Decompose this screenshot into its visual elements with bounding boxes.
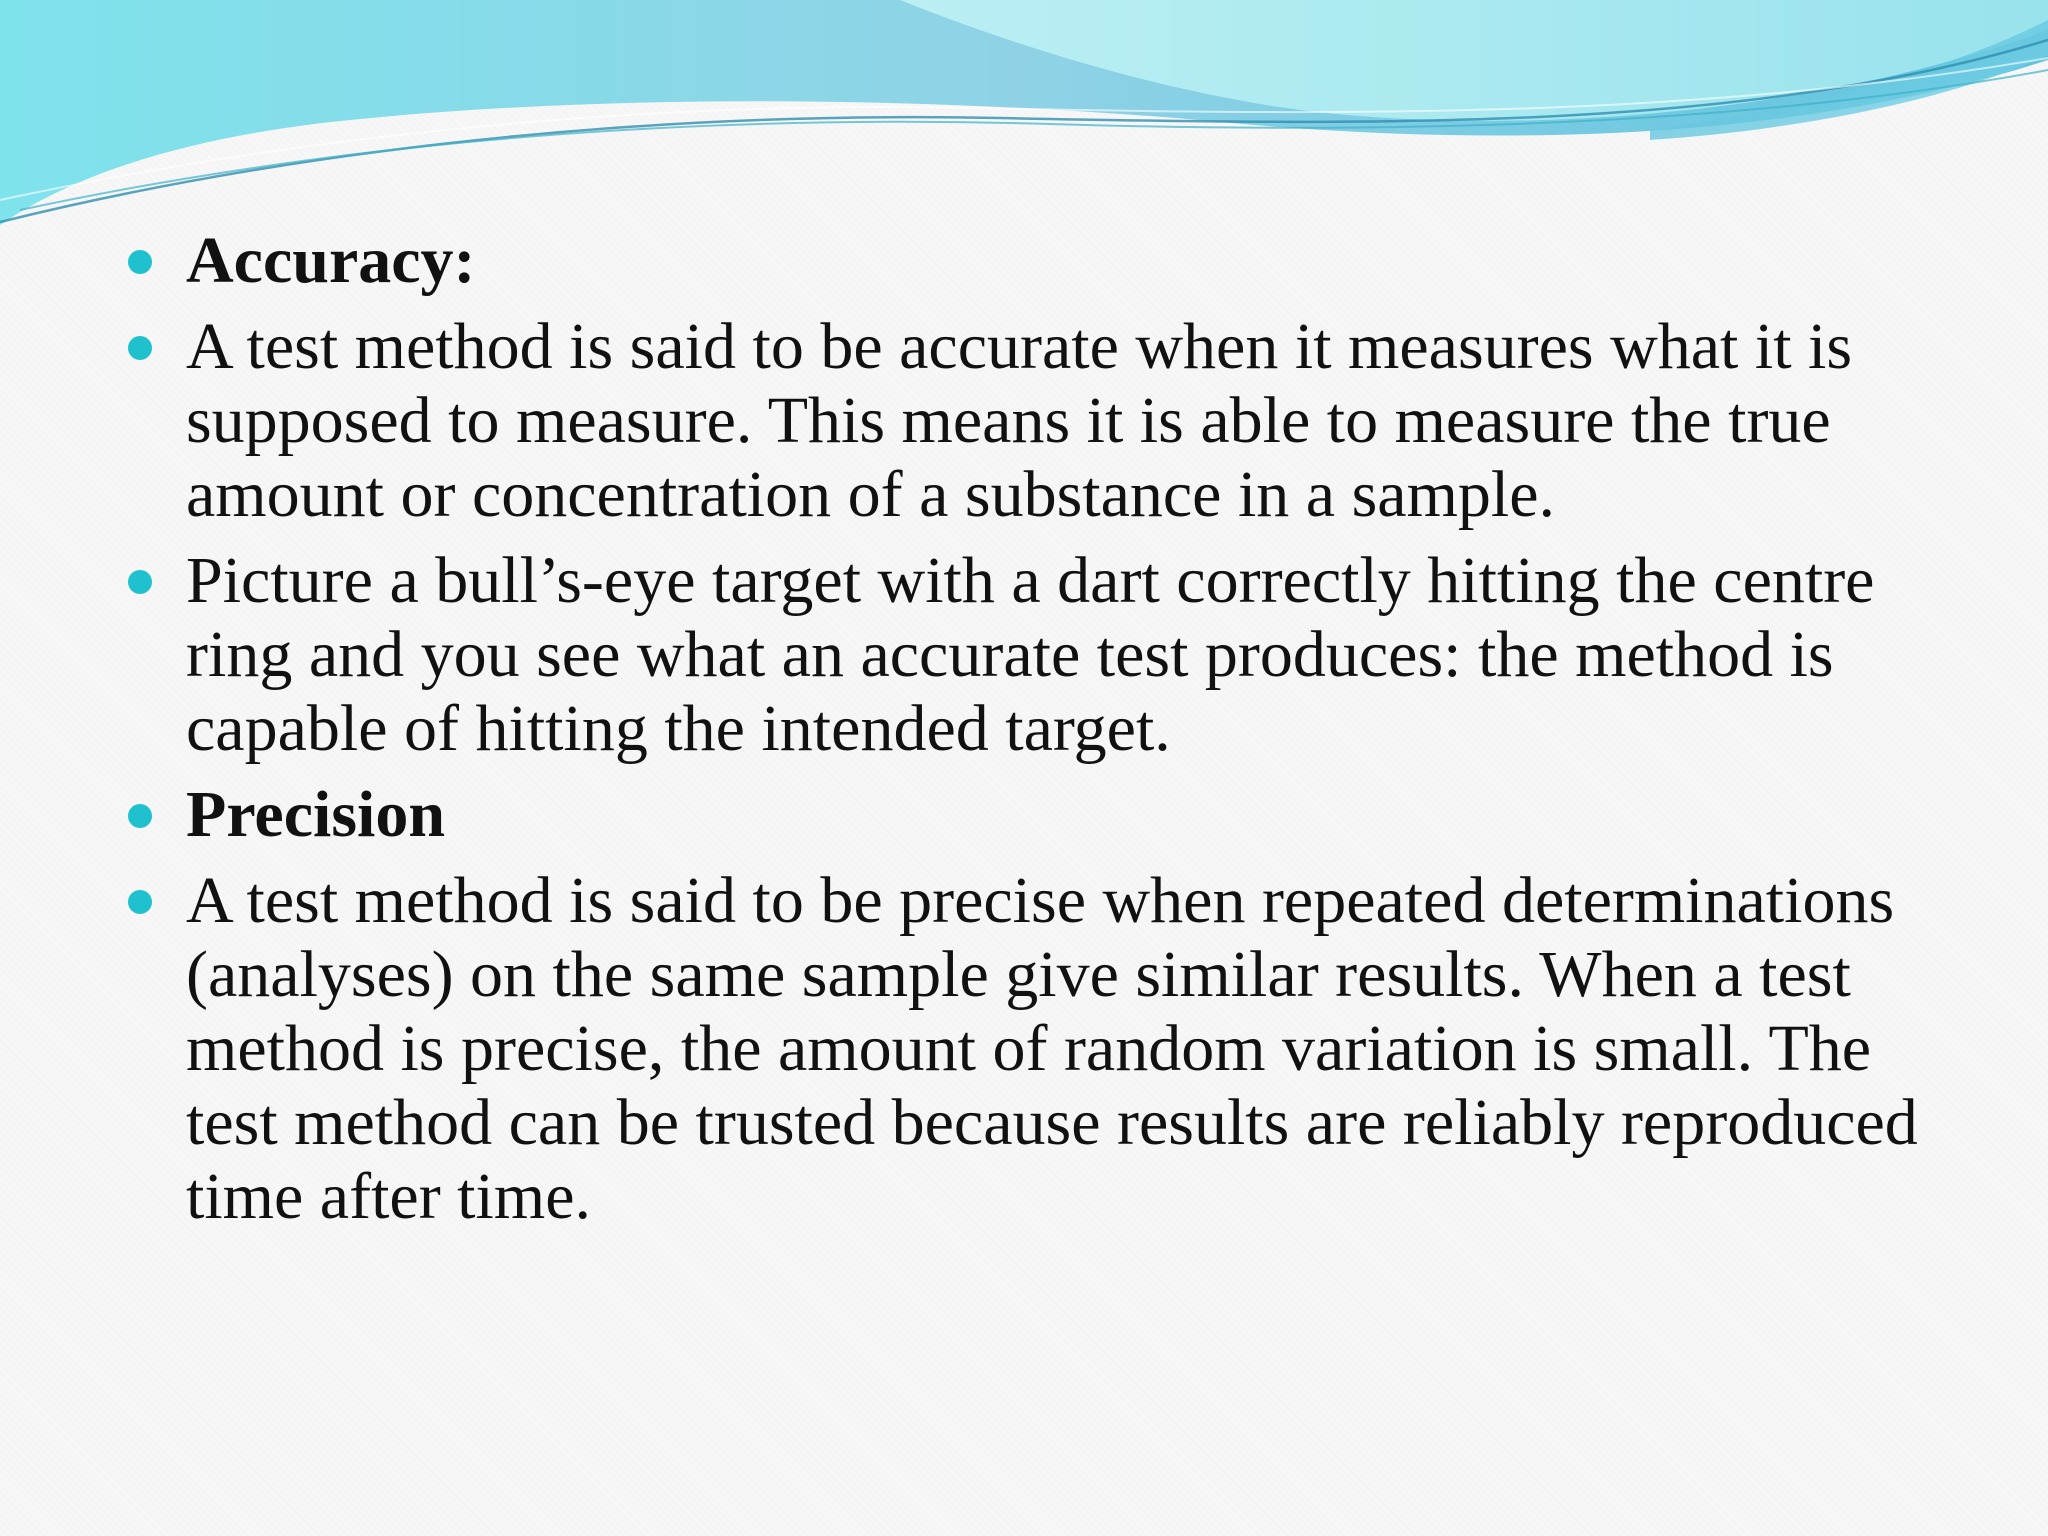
decorative-wave-banner bbox=[0, 0, 2048, 240]
bullet-dot-icon bbox=[128, 250, 152, 274]
bullet-text: Picture a bull’s-eye target with a dart correctly hitting the centre ring and you see what an accurate test produces: the method is capable of hitting the intended target. bbox=[186, 544, 1875, 765]
bullet-dot-icon bbox=[128, 570, 152, 594]
bullet-accuracy-definition bbox=[128, 310, 1928, 532]
bullet-dot-icon bbox=[128, 804, 152, 828]
bullet-text: Precision bbox=[186, 778, 446, 851]
bullet-text: A test method is said to be accurate when it measures what it is supposed to measure. This means it is able to measure the true amount or concentration of a substance in a sample. bbox=[186, 310, 1853, 531]
bullet-heading-precision bbox=[128, 778, 1928, 852]
bullet-bullseye-analogy bbox=[128, 544, 1928, 766]
bullet-list bbox=[128, 224, 1928, 1246]
bullet-text: A test method is said to be precise when repeated determinations (analyses) on the same sample give similar results. When a test method is precise, the amount of random variation is small. The test method can be trusted because results are reliably reproduced time after time. bbox=[186, 864, 1918, 1233]
bullet-text: Accuracy: bbox=[186, 224, 476, 297]
bullet-heading-accuracy bbox=[128, 224, 1928, 298]
bullet-dot-icon bbox=[128, 336, 152, 360]
bullet-precision-definition bbox=[128, 864, 1928, 1234]
bullet-dot-icon bbox=[128, 890, 152, 914]
